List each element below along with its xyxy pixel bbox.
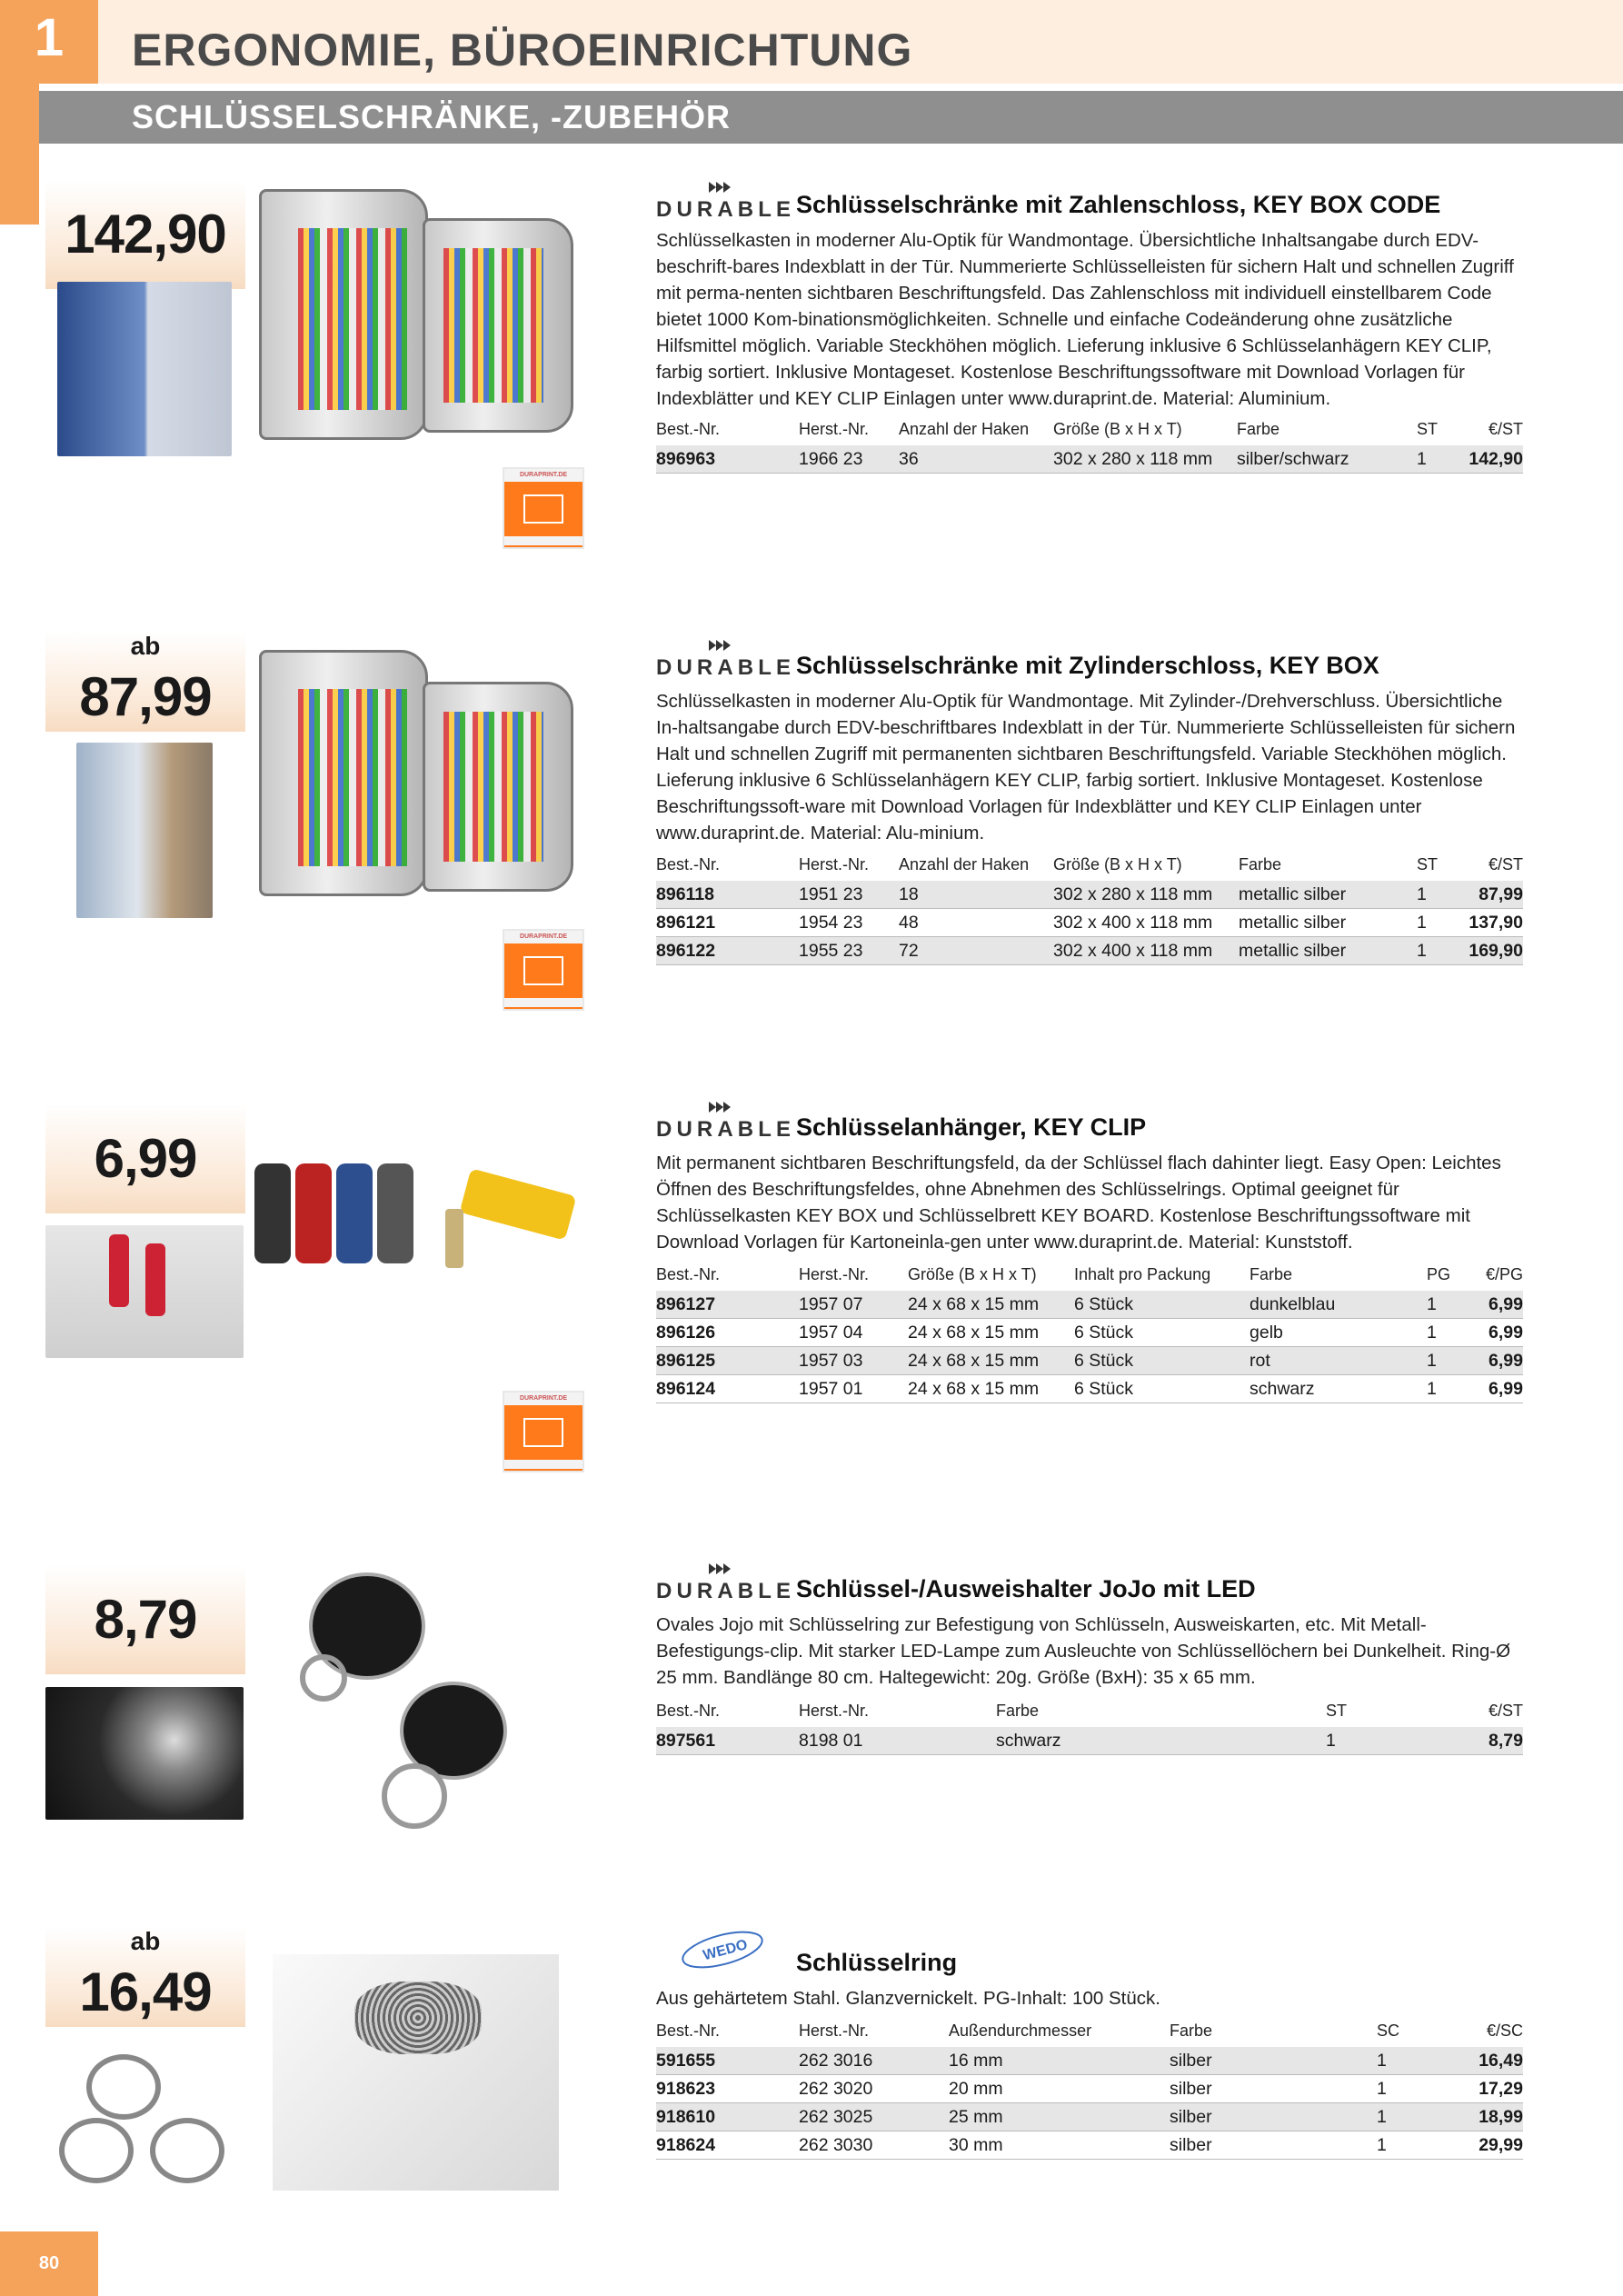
- product-title: Schlüssel-/Ausweishalter JoJo mit LED: [796, 1575, 1256, 1602]
- table-header-row: Best.-Nr. Herst.-Nr. Anzahl der Haken Größe (B x H x T) Farbe ST €/ST: [656, 854, 1523, 873]
- page-subtitle: SCHLÜSSELSCHRÄNKE, -ZUBEHÖR: [132, 98, 732, 135]
- page-number: 80: [0, 2231, 98, 2296]
- table-row: 591655 262 3016 16 mm silber 1 16,49: [656, 2047, 1523, 2075]
- duraprint-badge: DURAPRINT.DE: [503, 467, 584, 549]
- product-photo-jojo: [273, 1554, 509, 1845]
- duraprint-badge: DURAPRINT.DE: [503, 929, 584, 1011]
- table-row: 896963 1966 23 36 302 x 280 x 118 mm silber/schwarz 1 142,90: [656, 445, 1523, 474]
- table-row: 918624 262 3030 30 mm silber 1 29,99: [656, 2131, 1523, 2160]
- product-description: Mit permanent sichtbaren Beschriftungsfeld, da der Schlüssel flach dahinter liegt. Easy Open: Leichtes Öffnen des Beschriftungsfeldes, ohne Abnehmen des Schlüsselrings. Optimal geeignet für Schlüsselkasten KEY BOX und Schlüsselbrett KEY BOARD. Kostenlose Beschriftungssoftware mit Download Vorlagen für Kartoneinla-gen unter www.duraprint.de. Material: Kunststoff.: [656, 1153, 1501, 1253]
- duraprint-badge: DURAPRINT.DE: [503, 1391, 584, 1472]
- product-photo-clips: [254, 1163, 418, 1277]
- product-photo-cabinet: [259, 650, 428, 896]
- product-photo-keyclip: [427, 1163, 582, 1273]
- product-title: Schlüsselschränke mit Zylinderschloss, KEY BOX: [796, 652, 1379, 679]
- price-value: 8,79: [94, 1589, 197, 1650]
- durable-logo-icon: [656, 180, 791, 220]
- chapter-strip: [0, 84, 39, 225]
- svg-text:DURABLE: DURABLE: [656, 1117, 791, 1140]
- product-photo-wall: [57, 282, 232, 456]
- product-title: Schlüsselring: [796, 1949, 958, 1976]
- table-header-row: Best.-Nr. Herst.-Nr. Farbe ST €/ST: [656, 1701, 1523, 1720]
- price-tag: [45, 1927, 245, 2027]
- product-table: [656, 1263, 1523, 1403]
- table-row: 896126 1957 04 24 x 68 x 15 mm 6 Stück gelb 1 6,99: [656, 1319, 1523, 1347]
- table-row: 918610 262 3025 25 mm silber 1 18,99: [656, 2103, 1523, 2131]
- product-photo-cabinet-small: [423, 682, 573, 892]
- price-prefix: ab: [130, 632, 161, 660]
- product-photo-usage: [45, 1687, 244, 1820]
- table-row: 896127 1957 07 24 x 68 x 15 mm 6 Stück dunkelblau 1 6,99: [656, 1291, 1523, 1319]
- price-value: 87,99: [79, 666, 212, 727]
- price-tag: [45, 180, 245, 289]
- product-photo-office: [76, 743, 213, 918]
- product-title: Schlüsselanhänger, KEY CLIP: [796, 1113, 1147, 1141]
- chapter-number: 1: [34, 8, 65, 67]
- price-tag: [45, 632, 245, 732]
- product-table: [656, 1700, 1523, 1755]
- product-description: Ovales Jojo mit Schlüsselring zur Befestigung von Schlüsseln, Ausweiskarten, etc. Mit Metall-Befestigungs-clip. Mit starker LED-Lampe zum Ausleuchte von Schlüssellöchern bei Dunkelheit. Ring-Ø 25 mm. Bandlänge 80 cm. Haltegewicht: 20g. Größe (BxH): 35 x 65 mm.: [656, 1614, 1511, 1688]
- product-photo-box: [273, 1954, 559, 2191]
- durable-logo-icon: [656, 638, 791, 678]
- table-row: 897561 8198 01 schwarz 1 8,79: [656, 1727, 1523, 1755]
- svg-text:DURABLE: DURABLE: [656, 655, 791, 678]
- durable-logo-icon: [656, 1100, 791, 1140]
- table-row: 896122 1955 23 72 302 x 400 x 118 mm metallic silber 1 169,90: [656, 937, 1523, 965]
- product-description: Aus gehärtetem Stahl. Glanzvernickelt. PG-Inhalt: 100 Stück.: [656, 1988, 1160, 2009]
- price-value: 142,90: [65, 204, 226, 265]
- product-description: Schlüsselkasten in moderner Alu-Optik für Wandmontage. Mit Zylinder-/Drehverschluss. Übersichtliche In-haltsangabe durch EDV-beschriftbares Indexblatt in der Tür. Nummerierte Schlüsselleisten für sichern Halt und schnellen Zugriff mit permanenten sichtbaren Beschriftungsfeld. Variable Steckhöhen möglich. Lieferung inklusive 6 Schlüsselanhägern KEY CLIP, farbig sortiert. Inklusive Montageset. Kostenlose Beschriftungssoft-ware mit Download Vorlagen für Indexblätter und KEY CLIP Einlagen unter www.duraprint.de. Material: Alu-minium.: [656, 691, 1516, 844]
- product-photo-cabinet: [259, 189, 428, 440]
- table-header-row: Best.-Nr. Herst.-Nr. Außendurchmesser Farbe SC €/SC: [656, 2021, 1523, 2040]
- price-tag: [45, 1565, 245, 1674]
- product-title: Schlüsselschränke mit Zahlenschloss, KEY BOX CODE: [796, 191, 1441, 218]
- table-header-row: Best.-Nr. Herst.-Nr. Größe (B x H x T) Inhalt pro Packung Farbe PG €/PG: [656, 1264, 1523, 1283]
- product-photo-rings: [50, 2054, 241, 2200]
- product-photo-board: [45, 1225, 244, 1358]
- table-row: 896125 1957 03 24 x 68 x 15 mm 6 Stück rot 1 6,99: [656, 1347, 1523, 1375]
- table-row: 896124 1957 01 24 x 68 x 15 mm 6 Stück schwarz 1 6,99: [656, 1375, 1523, 1403]
- product-table: [656, 418, 1523, 474]
- product-photo-cabinet-small: [423, 218, 573, 433]
- svg-text:DURABLE: DURABLE: [656, 1579, 791, 1602]
- svg-text:WEDO: WEDO: [701, 1937, 750, 1964]
- price-prefix: ab: [130, 1927, 161, 1955]
- table-row: 918623 262 3020 20 mm silber 1 17,29: [656, 2075, 1523, 2103]
- price-value: 16,49: [79, 1962, 212, 2022]
- price-value: 6,99: [94, 1128, 197, 1189]
- product-table: [656, 2020, 1523, 2160]
- product-table: [656, 854, 1523, 965]
- price-tag: [45, 1104, 245, 1213]
- table-row: 896118 1951 23 18 302 x 280 x 118 mm metallic silber 1 87,99: [656, 881, 1523, 909]
- product-description: Schlüsselkasten in moderner Alu-Optik für Wandmontage. Übersichtliche Inhaltsangabe durch EDV-beschrift-bares Indexblatt in der Tür. Nummerierte Schlüsselleisten für sichern Halt und schnellen Zugriff mit perma-nenten sichtbaren Beschriftungsfeld. Das Zahlenschloss mit individuell einstellbarem Code bietet 1000 Kom-binationsmöglichkeiten. Schnelle und einfache Codeänderung ohne zusätzliche Hilfsmittel möglich. Variable Steckhöhen möglich. Lieferung inklusive 6 Schlüsselanhägern KEY CLIP, farbig sortiert. Inklusive Montageset. Kostenlose Beschriftungssoftware mit Download Vorlagen für Indexblätter und KEY CLIP Einlagen unter www.duraprint.de. Material: Aluminium.: [656, 230, 1514, 409]
- table-row: 896121 1954 23 48 302 x 400 x 118 mm metallic silber 1 137,90: [656, 909, 1523, 937]
- durable-logo-icon: [656, 1562, 791, 1602]
- wedo-logo-icon: [677, 1922, 768, 1977]
- page-title: ERGONOMIE, BÜROEINRICHTUNG: [132, 25, 913, 75]
- svg-text:DURABLE: DURABLE: [656, 197, 791, 220]
- table-header-row: Best.-Nr. Herst.-Nr. Anzahl der Haken Größe (B x H x T) Farbe ST €/ST: [656, 419, 1523, 438]
